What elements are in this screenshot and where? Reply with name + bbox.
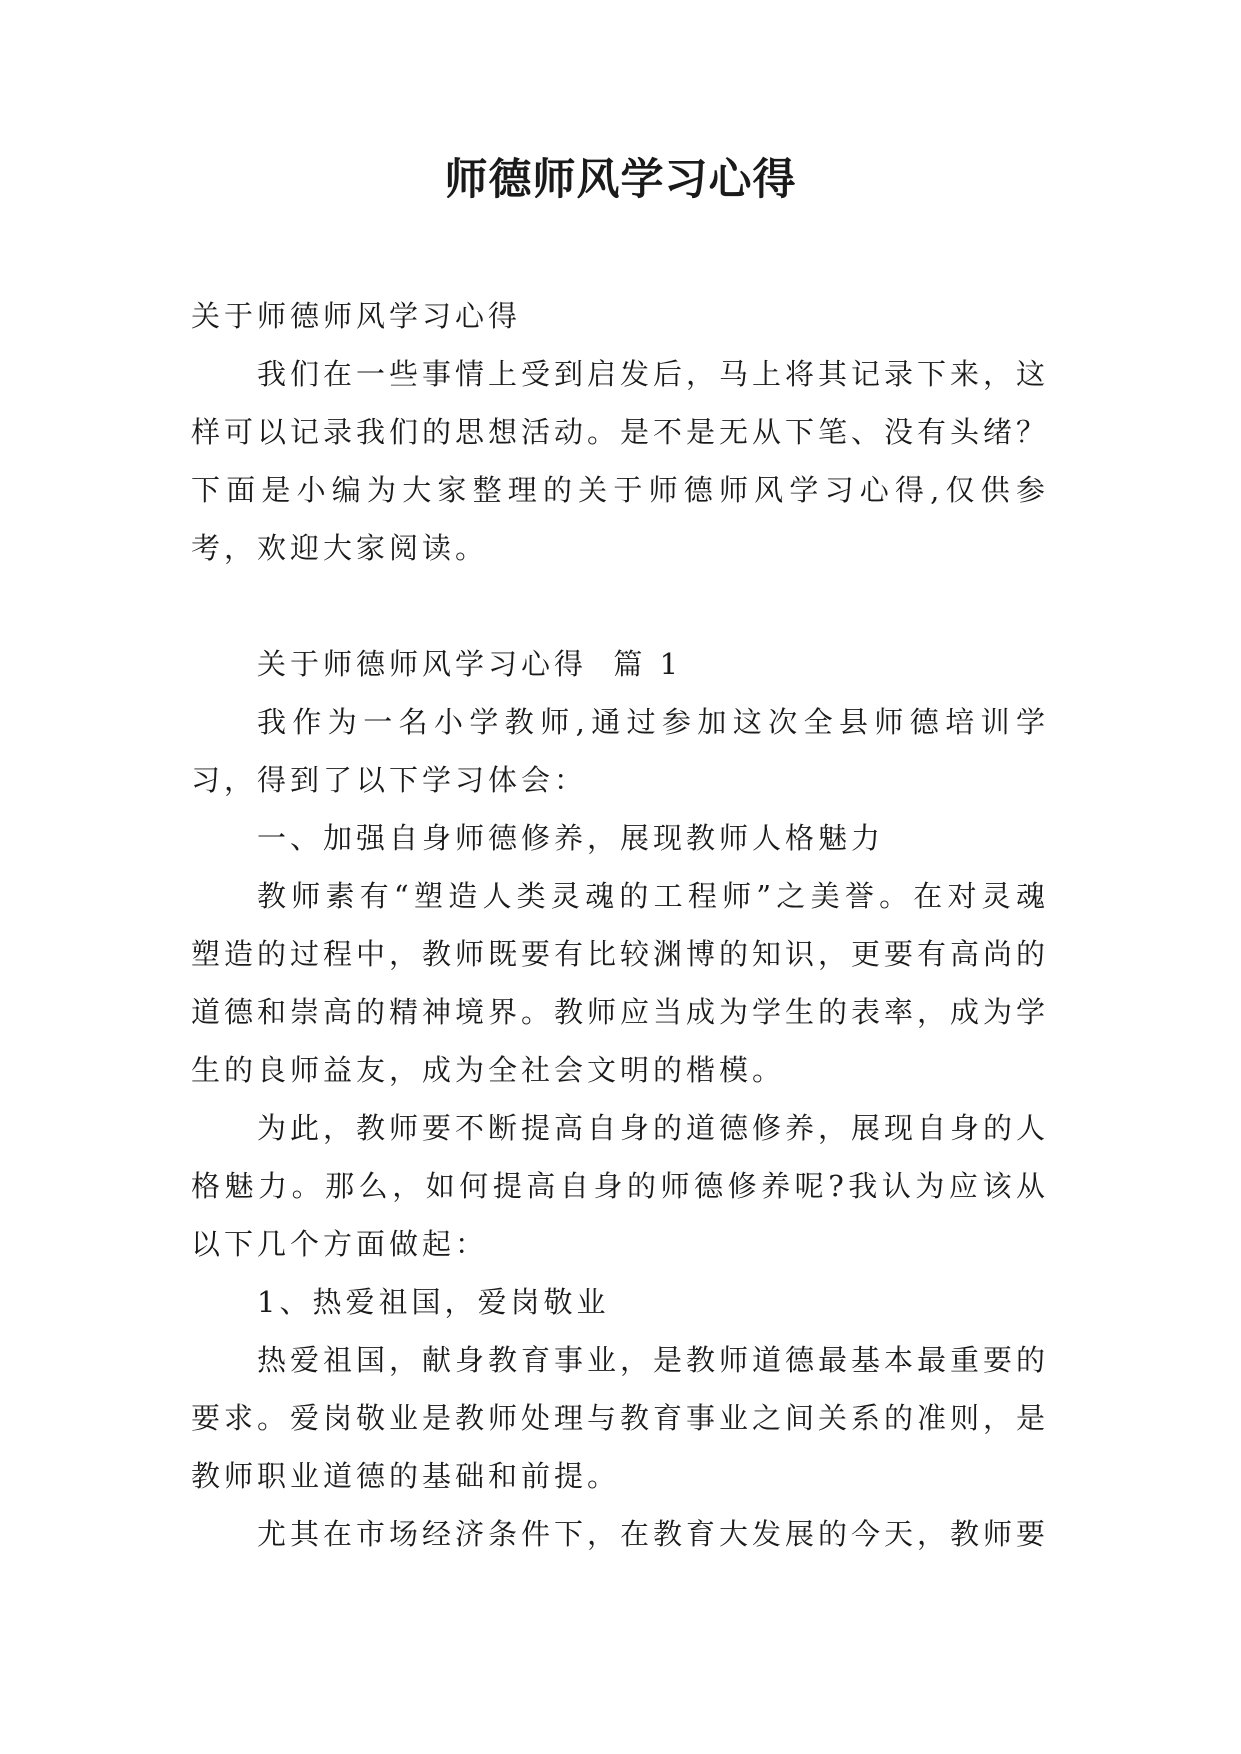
body-paragraph-2: 一、加强自身师德修养，展现教师人格魅力 (257, 821, 885, 855)
body-paragraph-4: 为此，教师要不断提高自身的道德修养，展现自身的人格魅力。那么，如何提高自身的师德修养呢?我认为应该从以下几个方面做起： (191, 1111, 1050, 1261)
body-paragraph-7: 尤其在市场经济条件下，在教育大发展的今天，教师要 (257, 1517, 1050, 1551)
section-heading: 关于师德师风学习心得 篇 1 (257, 647, 683, 681)
document-body (191, 287, 1049, 1563)
intro-paragraph: 我们在一些事情上受到启发后，马上将其记录下来，这样可以记录我们的思想活动。是不是无从下笔、没有头绪？下面是小编为大家整理的关于师德师风学习心得,仅供参考，欢迎大家阅读。 (191, 357, 1050, 565)
body-paragraph-3: 教师素有“塑造人类灵魂的工程师”之美誉。在对灵魂塑造的过程中，教师既要有比较渊博的知识，更要有高尚的道德和崇高的精神境界。教师应当成为学生的表率，成为学生的良师益友，成为全社会文明的楷模。 (191, 879, 1050, 1087)
body-paragraph-5: 1、热爱祖国，爱岗敬业 (257, 1285, 610, 1319)
document-subtitle: 关于师德师风学习心得 (191, 299, 522, 333)
document-title: 师德师风学习心得 (444, 155, 797, 205)
paragraph-spacer (191, 577, 1049, 635)
body-paragraph-1: 我作为一名小学教师,通过参加这次全县师德培训学习，得到了以下学习体会： (191, 705, 1049, 797)
body-paragraph-6: 热爱祖国，献身教育事业，是教师道德最基本最重要的要求。爱岗敬业是教师处理与教育事业之间关系的准则，是教师职业道德的基础和前提。 (191, 1343, 1050, 1493)
